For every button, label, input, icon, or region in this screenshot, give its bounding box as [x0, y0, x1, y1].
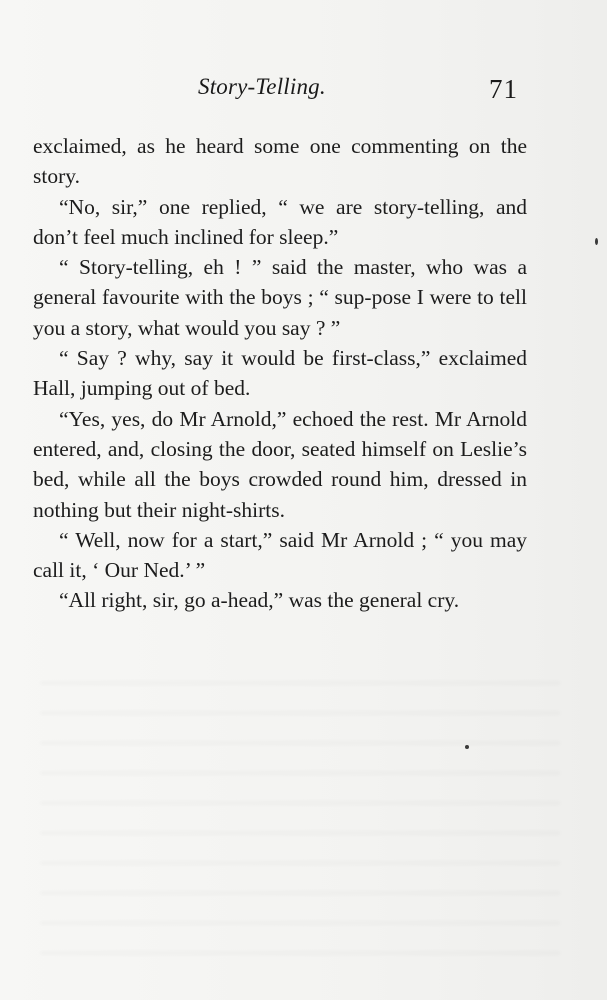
ink-speck [595, 238, 598, 245]
paragraph-3: “ Story-telling, eh ! ” said the master, who was a general favourite with the boys ; “ sup-pose I were to tell you a story, what would you say ? ” [33, 255, 527, 340]
paragraph-2: “No, sir,” one replied, “ we are story-telling, and don’t feel much inclined for sleep.” [33, 194, 527, 249]
body-text [33, 131, 527, 616]
page-number: 71 [489, 74, 518, 104]
running-head-title: Story-Telling. [198, 74, 326, 99]
running-head [0, 70, 607, 110]
paragraph-1: exclaimed, as he heard some one commenting on the story. [33, 134, 527, 189]
paragraph-4: “ Say ? why, say it would be first-class,” exclaimed Hall, jumping out of bed. [33, 346, 527, 401]
ink-speck [465, 745, 469, 749]
paragraph-7: “All right, sir, go a-head,” was the general cry. [59, 588, 460, 613]
show-through-texture [40, 660, 560, 960]
paragraph-5: “Yes, yes, do Mr Arnold,” echoed the rest. Mr Arnold entered, and, closing the door, seated himself on Leslie’s bed, while all the boys crowded round him, dressed in nothing but their night-shirts. [33, 406, 527, 522]
paragraph-6: “ Well, now for a start,” said Mr Arnold ; “ you may call it, ‘ Our Ned.’ ” [33, 527, 527, 583]
